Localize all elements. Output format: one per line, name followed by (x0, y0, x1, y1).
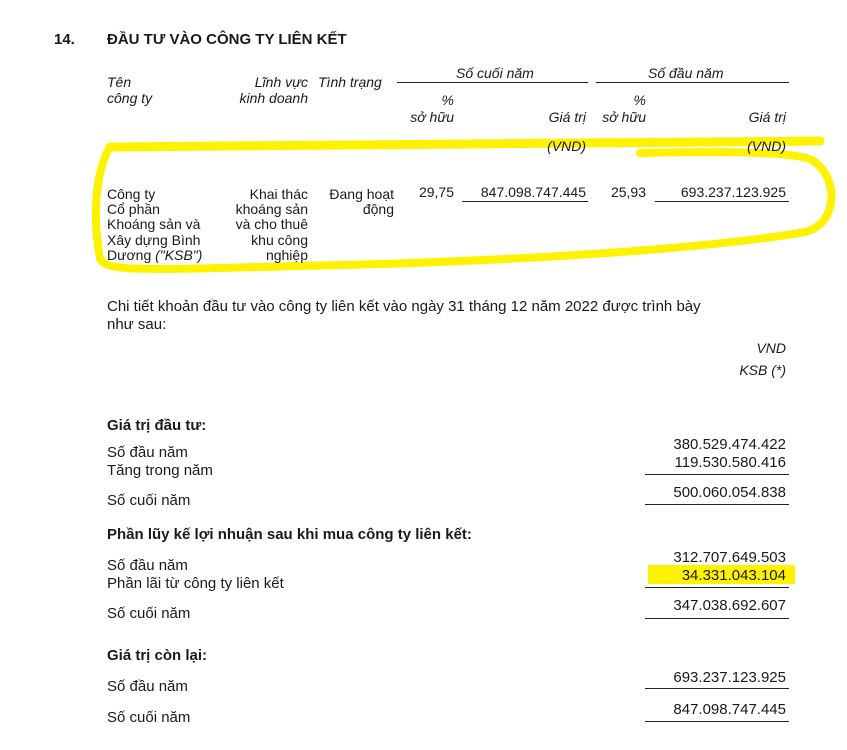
remaining-begin-label: Số đầu năm (107, 678, 188, 695)
row-begin-value-rule (655, 201, 789, 202)
profit-begin-value: 312.707.649.503 (673, 549, 786, 566)
header-end-pct-symbol: % (441, 92, 454, 108)
profit-total-rule (645, 618, 789, 619)
header-end-unit: (VND) (547, 138, 586, 154)
row-company-name-end: Dương (107, 247, 152, 263)
intro-line2: như sau: (107, 316, 167, 333)
row-end-value: 847.098.747.445 (480, 184, 586, 200)
investment-title: Giá trị đầu tư: (107, 417, 207, 434)
header-begin-unit: (VND) (747, 138, 786, 154)
header-business-line2: kinh doanh (239, 90, 308, 106)
row-company-line4: Xây dựng Bình (107, 232, 201, 248)
row-company-line1: Công ty (107, 186, 156, 202)
profit-title: Phần lũy kế lợi nhuận sau khi mua công ty liên kết: (107, 526, 472, 543)
investment-begin-value: 380.529.474.422 (673, 436, 786, 453)
intro-line1: Chi tiết khoản đầu tư vào công ty liên kết vào ngày 31 tháng 12 năm 2022 được trình bày (107, 298, 701, 315)
header-company-line1: Tên (107, 74, 132, 90)
remaining-end-value: 847.098.747.445 (673, 701, 786, 718)
row-company-line3: Khoáng sản và (107, 216, 201, 232)
header-end-year-rule (397, 82, 588, 83)
profit-sum-rule (645, 587, 789, 588)
row-begin-value: 693.237.123.925 (680, 184, 786, 200)
row-begin-pct: 25,93 (610, 184, 646, 200)
profit-share-label: Phần lãi từ công ty liên kết (107, 575, 284, 592)
row-end-value-rule (462, 201, 588, 202)
investment-increase-label: Tăng trong năm (107, 462, 213, 479)
investment-end-value: 500.060.054.838 (673, 484, 786, 501)
header-begin-value: Giá trị (748, 109, 786, 125)
detail-unit: VND (756, 340, 786, 356)
header-business-line1: Lĩnh vực (254, 74, 308, 90)
row-status-line1: Đang hoạt (329, 186, 394, 202)
row-company-line2: Cổ phần (107, 201, 160, 217)
profit-begin-label: Số đầu năm (107, 557, 188, 574)
section-title: ĐẦU TƯ VÀO CÔNG TY LIÊN KẾT (107, 31, 347, 48)
row-business-line1: Khai thác (249, 186, 308, 202)
row-business-line2: khoáng sản (235, 201, 308, 217)
profit-share-value: 34.331.043.104 (681, 567, 786, 584)
header-begin-year-rule (596, 82, 789, 83)
profit-end-value: 347.038.692.607 (673, 597, 786, 614)
row-business-line3: và cho thuê (235, 216, 308, 232)
section-number: 14. (54, 31, 75, 48)
header-begin-pct-label: sở hữu (602, 109, 646, 125)
remaining-begin-value: 693.237.123.925 (673, 669, 786, 686)
header-begin-pct-symbol: % (633, 92, 646, 108)
profit-end-label: Số cuối năm (107, 605, 191, 622)
row-status-line2: động (362, 201, 394, 217)
row-company-abbr: ("KSB") (155, 247, 203, 263)
remaining-begin-rule (645, 688, 789, 689)
row-end-pct: 29,75 (418, 184, 454, 200)
header-end-value: Giá trị (548, 109, 586, 125)
row-business-line4: khu công (251, 232, 308, 248)
header-company-line2: công ty (107, 90, 153, 106)
detail-column-header: KSB (*) (739, 362, 786, 378)
investment-total-rule (645, 504, 789, 505)
header-begin-year: Số đầu năm (648, 65, 724, 81)
investment-sum-rule (645, 474, 789, 475)
remaining-title: Giá trị còn lại: (107, 647, 208, 664)
header-status: Tình trạng (318, 74, 382, 90)
investment-end-label: Số cuối năm (107, 492, 191, 509)
header-end-pct-label: sở hữu (410, 109, 454, 125)
remaining-end-label: Số cuối năm (107, 709, 191, 726)
row-business-line5: nghiệp (265, 247, 308, 263)
investment-begin-label: Số đầu năm (107, 444, 188, 461)
header-end-year: Số cuối năm (456, 65, 534, 81)
investment-increase-value: 119.530.580.416 (674, 454, 786, 471)
remaining-end-rule (645, 721, 789, 722)
row-company-line5 (107, 247, 202, 263)
